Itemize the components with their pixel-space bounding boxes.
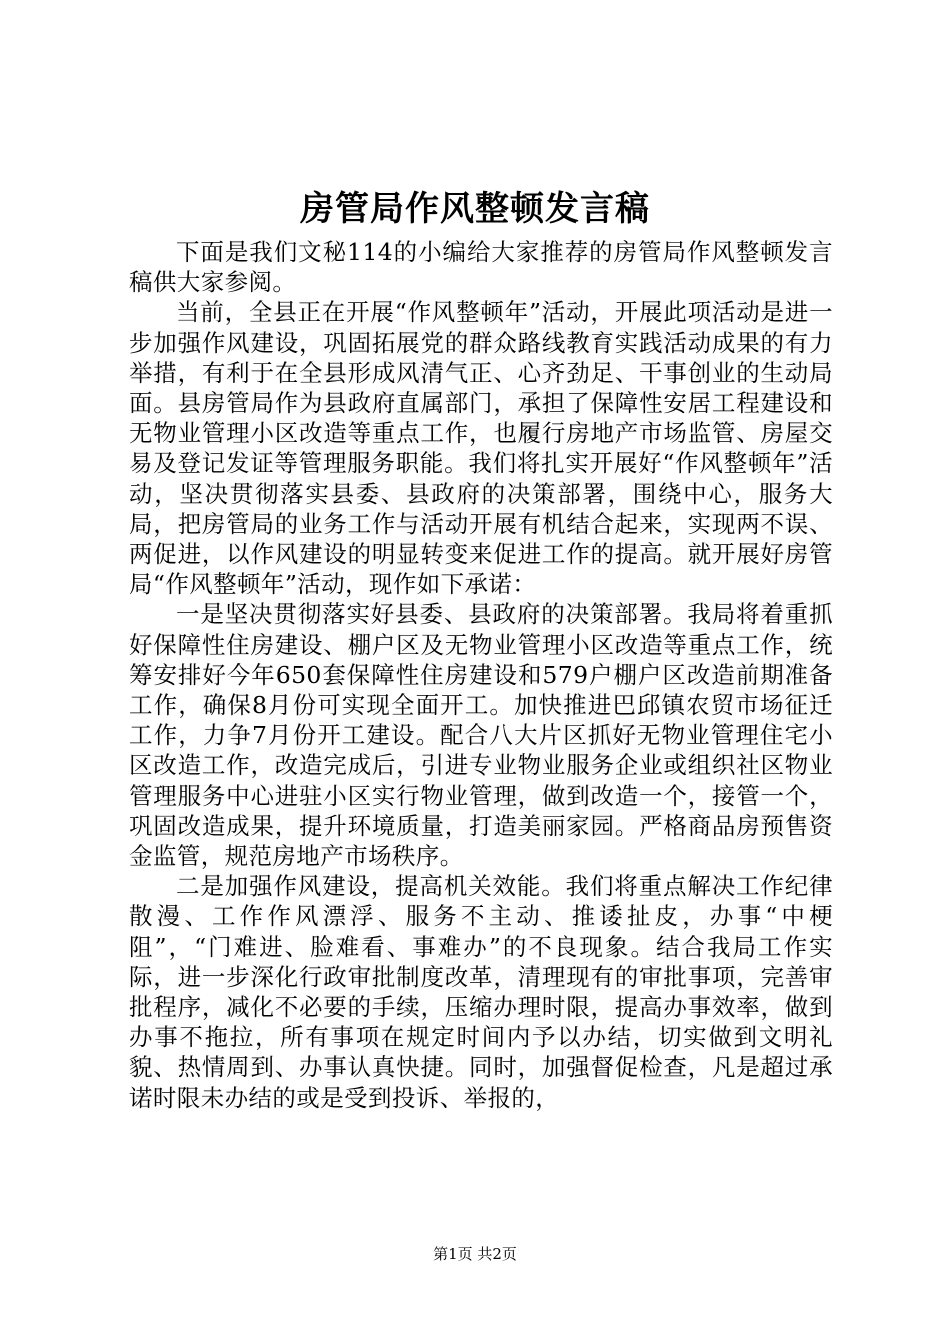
paragraph-commitment-two: 二是加强作风建设，提高机关效能。我们将重点解决工作纪律散漫、工作作风漂浮、服务不主动、推诿扯皮，办事“中梗阻”，“门难进、脸难看、事难办”的不良现象。结合我局工作实际，进一步深化行政审批制度改革，清理现有的审批事项，完善审批程序，减化不必要的手续，压缩办理时限，提高办事效率，做到办事不拖拉，所有事项在规定时间内予以办结，切实做到文明礼貌、热情周到、办事认真快捷。同时，加强督促检查，凡是超过承诺时限未办结的或是受到投诉、举报的， [129,872,833,1112]
page-footer: 第1页 共2页 [433,1245,517,1263]
document-title: 房管局作风整顿发言稿 [300,189,650,229]
paragraph-commitment-one: 一是坚决贯彻落实好县委、县政府的决策部署。我局将着重抓好保障性住房建设、棚户区及无物业管理小区改造等重点工作，统筹安排好今年650套保障性住房建设和579户棚户区改造前期准备工作，确保8月份可实现全面开工。加快推进巴邱镇农贸市场征迁工作，力争7月份开工建设。配合八大片区抓好无物业管理住宅小区改造工作，改造完成后，引进专业物业服务企业或组织社区物业管理服务中心进驻小区实行物业管理，做到改造一个，接管一个，巩固改造成果，提升环境质量，打造美丽家园。严格商品房预售资金监管，规范房地产市场秩序。 [129,600,833,871]
paragraph-intro: 下面是我们文秘114的小编给大家推荐的房管局作风整顿发言稿供大家参阅。 [129,238,833,297]
document-body [129,237,833,1113]
paragraph-background: 当前，全县正在开展“作风整顿年”活动，开展此项活动是进一步加强作风建设，巩固拓展党的群众路线教育实践活动成果的有力举措，有利于在全县形成风清气正、心齐劲足、干事创业的生动局面。县房管局作为县政府直属部门，承担了保障性安居工程建设和无物业管理小区改造等重点工作，也履行房地产市场监管、房屋交易及登记发证等管理服务职能。我们将扎实开展好“作风整顿年”活动，坚决贯彻落实县委、县政府的决策部署，围绕中心，服务大局，把房管局的业务工作与活动开展有机结合起来，实现两不误、两促进，以作风建设的明显转变来促进工作的提高。就开展好房管局“作风整顿年”活动，现作如下承诺： [129,298,833,599]
